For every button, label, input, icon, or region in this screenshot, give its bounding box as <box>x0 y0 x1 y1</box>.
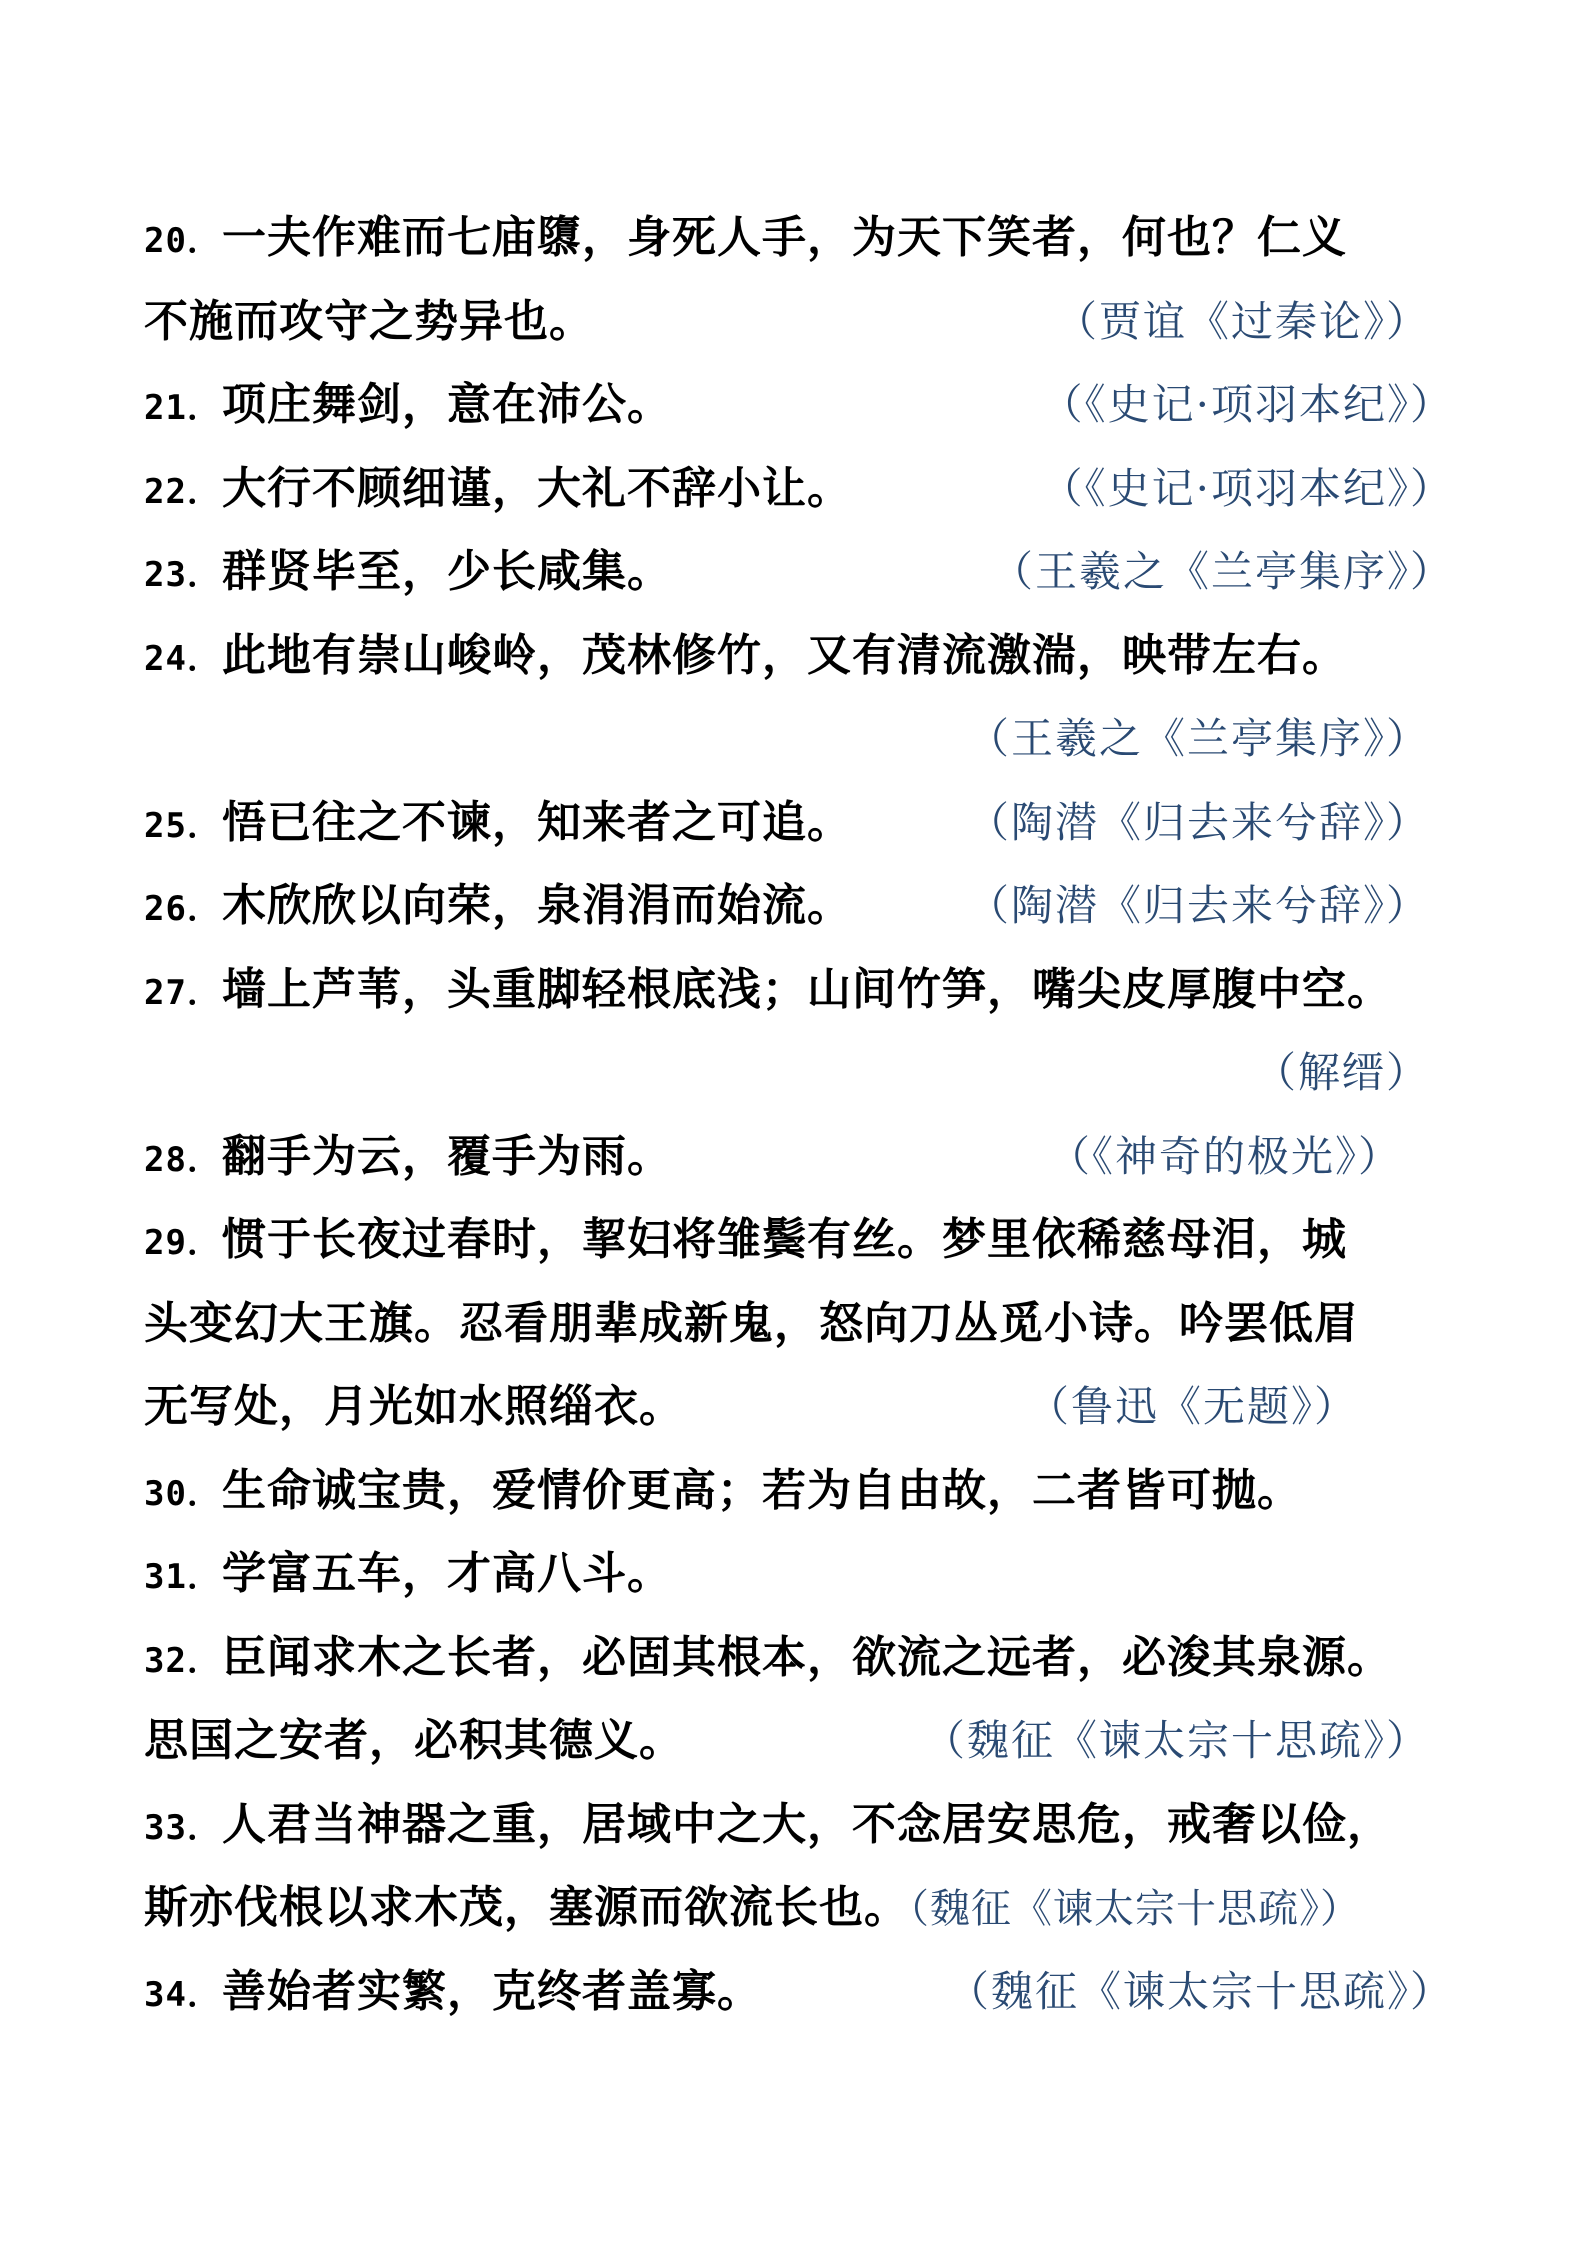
item-citation: （陶潜《归去来兮辞》） <box>966 881 1430 930</box>
list-item-continuation <box>144 1365 1454 1449</box>
item-citation: （解缙） <box>1253 1048 1430 1097</box>
item-text: 学富五车，才高八斗。 <box>221 1548 672 1599</box>
list-item <box>144 530 1454 614</box>
list-item <box>144 1783 1454 1867</box>
item-text: 大行不顾细谨，大礼不辞小让。 <box>221 462 852 514</box>
item-text: 木欣欣以向荣，泉涓涓而始流。 <box>221 880 852 931</box>
item-text: 无写处，月光如水照缁衣。 <box>144 1381 684 1432</box>
item-citation: （魏征《谏太宗十思疏》） <box>909 1886 1361 1932</box>
item-text: 一夫作难而七庙隳，身死人手，为天下笑者，何也？仁义 <box>221 212 1347 263</box>
list-item <box>144 1198 1454 1282</box>
list-item <box>144 196 1454 280</box>
item-text: 臣闻求木之长者，必固其根本，欲流之远者，必浚其泉源。 <box>221 1631 1392 1683</box>
item-text: 头变幻大王旗。忍看朋辈成新鬼，怒向刀丛觅小诗。吟罢低眉 <box>144 1297 1359 1349</box>
item-number: 23． <box>144 555 222 595</box>
list-item-continuation <box>144 1866 1454 1950</box>
item-text: 墙上芦苇，头重脚轻根底浅；山间竹笋，嘴尖皮厚腹中空。 <box>221 963 1392 1015</box>
list-item-continuation <box>144 1699 1454 1783</box>
item-citation: （《史记·项羽本纪》） <box>1040 380 1454 429</box>
quote-list <box>144 196 1454 2033</box>
item-number: 26． <box>144 889 222 929</box>
item-number: 31． <box>144 1557 222 1597</box>
list-item-continuation <box>144 697 1454 781</box>
item-citation: （贾谊《过秦论》） <box>1054 296 1430 346</box>
item-text: 不施而攻守之势异也。 <box>144 295 594 347</box>
item-citation: （王羲之《兰亭集序》） <box>990 547 1454 596</box>
list-item <box>144 781 1454 865</box>
list-item-continuation <box>144 1282 1454 1366</box>
item-citation: （《神奇的极光》） <box>1047 1131 1402 1181</box>
item-text: 斯亦伐根以求木茂，塞源而欲流长也。 <box>144 1882 909 1933</box>
list-item <box>144 1616 1454 1700</box>
item-number: 32． <box>144 1640 222 1681</box>
list-item <box>144 948 1454 1032</box>
item-number: 30． <box>144 1473 222 1514</box>
list-item <box>144 1115 1454 1199</box>
item-text: 生命诚宝贵，爱情价更高；若为自由故，二者皆可抛。 <box>221 1464 1302 1516</box>
list-item-continuation <box>144 1031 1454 1115</box>
list-item <box>144 1950 1454 2034</box>
item-text: 翻手为云，覆手为雨。 <box>221 1130 672 1182</box>
item-text: 项庄舞剑，意在沛公。 <box>221 379 672 430</box>
item-citation: （魏征《谏太宗十思疏》） <box>946 1966 1454 2016</box>
item-number: 25． <box>144 805 222 846</box>
item-text: 善始者实繁，克终者盖寡。 <box>221 1965 762 2017</box>
item-number: 24． <box>144 638 222 679</box>
item-citation: （陶潜《归去来兮辞》） <box>966 797 1430 847</box>
item-number: 29． <box>144 1223 222 1263</box>
list-item <box>144 1532 1454 1616</box>
item-number: 33． <box>144 1807 222 1848</box>
item-text: 思国之安者，必积其德义。 <box>144 1715 684 1766</box>
list-item <box>144 447 1454 531</box>
list-item <box>144 614 1454 698</box>
item-text: 此地有崇山峻岭，茂林修竹，又有清流激湍，映带左右。 <box>221 629 1347 681</box>
list-item <box>144 1449 1454 1533</box>
item-citation: （鲁迅《无题》） <box>1026 1382 1358 1431</box>
item-number: 27． <box>144 972 222 1013</box>
item-text: 惯于长夜过春时，挈妇将雏鬓有丝。梦里依稀慈母泪，城 <box>221 1214 1347 1265</box>
list-item <box>144 363 1454 447</box>
item-number: 20． <box>144 221 222 261</box>
item-text: 悟已往之不谏，知来者之可追。 <box>221 796 852 848</box>
item-number: 34． <box>144 1974 222 2015</box>
item-text: 群贤毕至，少长咸集。 <box>221 546 672 597</box>
list-item-continuation <box>144 280 1454 364</box>
item-text: 人君当神器之重，居域中之大，不念居安思危，戒奢以俭， <box>221 1798 1392 1850</box>
item-citation: （王羲之《兰亭集序》） <box>966 714 1430 763</box>
item-citation: （《史记·项羽本纪》） <box>1040 463 1454 513</box>
item-number: 21． <box>144 388 222 428</box>
item-citation: （魏征《谏太宗十思疏》） <box>922 1716 1430 1765</box>
list-item <box>144 864 1454 948</box>
item-number: 22． <box>144 471 222 512</box>
item-number: 28． <box>144 1139 222 1180</box>
